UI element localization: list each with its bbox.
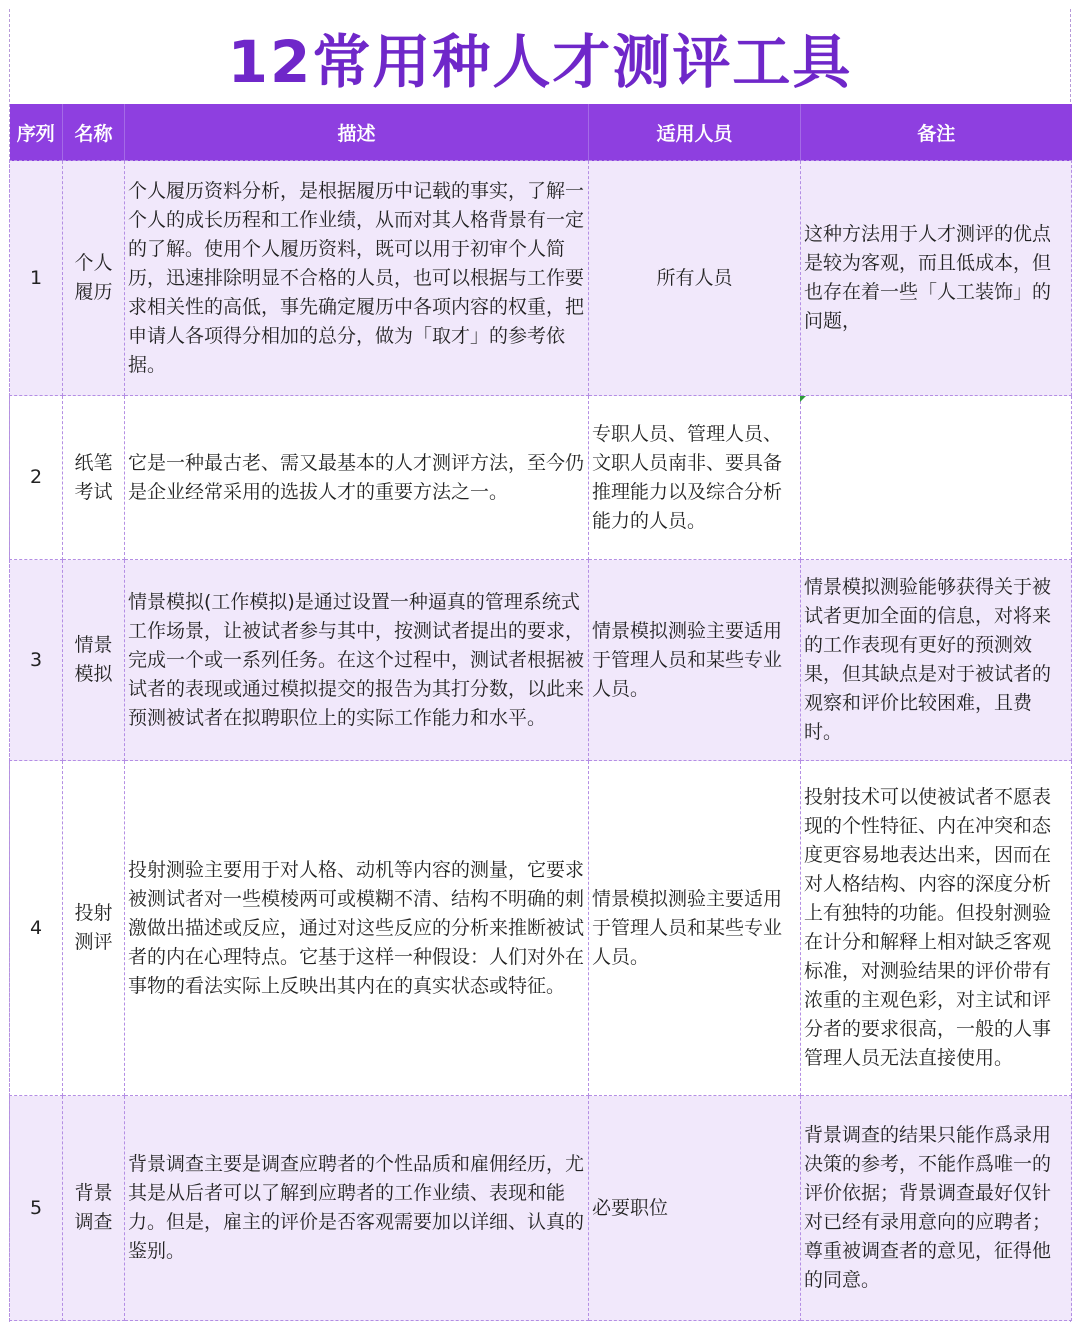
applicable-users: 情景模拟测验主要适用于管理人员和某些专业人员。 <box>589 560 801 761</box>
cell-comment-marker <box>800 396 806 402</box>
table-row <box>10 161 1072 396</box>
table-header-row <box>10 104 1072 161</box>
tool-name: 个人履历 <box>63 161 125 396</box>
tool-description: 投射测验主要用于对人格、动机等内容的测量，它要求被测试者对一些模棱两可或模糊不清、结构不明确的刺激做出描述或反应，通过对这些反应的分析来推断被试者的内在心理特点。它基于这样一种假设：人们对外在事物的看法实际上反映出其内在的真实状态或特征。 <box>125 761 589 1096</box>
header-notes: 备注 <box>801 104 1072 161</box>
tool-notes: 情景模拟测验能够获得关于被试者更加全面的信息，对将来的工作表现有更好的预测效果，但其缺点是对于被试者的观察和评价比较困难，且费时。 <box>801 560 1072 761</box>
table-row <box>10 560 1072 761</box>
header-users: 适用人员 <box>589 104 801 161</box>
page-title: 12常用种人才测评工具 <box>227 27 853 96</box>
header-desc: 描述 <box>125 104 589 161</box>
header-no: 序列 <box>10 104 63 161</box>
row-number: 5 <box>10 1096 63 1321</box>
applicable-users: 情景模拟测验主要适用于管理人员和某些专业人员。 <box>589 761 801 1096</box>
table-row <box>10 396 1072 560</box>
tool-description: 它是一种最古老、需又最基本的人才测评方法，至今仍是企业经常采用的选拔人才的重要方法之一。 <box>125 396 589 560</box>
table-row <box>10 1096 1072 1321</box>
tool-notes <box>801 396 1072 560</box>
applicable-users: 专职人员、管理人员、文职人员南非、要具备推理能力以及综合分析能力的人员。 <box>589 396 801 560</box>
tool-description: 情景模拟(工作模拟)是通过设置一种逼真的管理系统式工作场景，让被试者参与其中，按测试者提出的要求，完成一个或一系列任务。在这个过程中，测试者根据被试者的表现或通过模拟提交的报告为其打分数，以此来预测被试者在拟聘职位上的实际工作能力和水平。 <box>125 560 589 761</box>
tool-name: 纸笔考试 <box>63 396 125 560</box>
row-number: 2 <box>10 396 63 560</box>
tool-notes: 投射技术可以使被试者不愿表现的个性特征、内在冲突和态度更容易地表达出来，因而在对人格结构、内容的深度分析上有独特的功能。但投射测验在计分和解释上相对缺乏客观标准，对测验结果的评价带有浓重的主观色彩，对主试和评分者的要求很高，一般的人事管理人员无法直接使用。 <box>801 761 1072 1096</box>
applicable-users: 所有人员 <box>589 161 801 396</box>
tool-name: 情景模拟 <box>63 560 125 761</box>
table-row <box>10 761 1072 1096</box>
row-number: 4 <box>10 761 63 1096</box>
tool-name: 投射测评 <box>63 761 125 1096</box>
header-name: 名称 <box>63 104 125 161</box>
tool-description: 背景调查主要是调查应聘者的个性品质和雇佣经历，尤其是从后者可以了解到应聘者的工作业绩、表现和能力。但是，雇主的评价是否客观需要加以详细、认真的鉴别。 <box>125 1096 589 1321</box>
tool-description: 个人履历资料分析，是根据履历中记载的事实，了解一个人的成长历程和工作业绩，从而对其人格背景有一定的了解。使用个人履历资料，既可以用于初审个人简历，迅速排除明显不合格的人员，也可以根据与工作要求相关性的高低，事先确定履历中各项内容的权重，把申请人各项得分相加的总分，做为「取才」的参考依据。 <box>125 161 589 396</box>
tool-notes: 背景调查的结果只能作爲录用决策的参考，不能作爲唯一的评价依据；背景调查最好仅针对已经有录用意向的应聘者；尊重被调查者的意见，征得他的同意。 <box>801 1096 1072 1321</box>
tool-notes: 这种方法用于人才测评的优点是较为客观，而且低成本，但也存在着一些「人工装饰」的问题， <box>801 161 1072 396</box>
applicable-users: 必要职位 <box>589 1096 801 1321</box>
tool-name: 背景调查 <box>63 1096 125 1321</box>
row-number: 1 <box>10 161 63 396</box>
row-number: 3 <box>10 560 63 761</box>
assessment-tools-table <box>9 104 1072 1321</box>
